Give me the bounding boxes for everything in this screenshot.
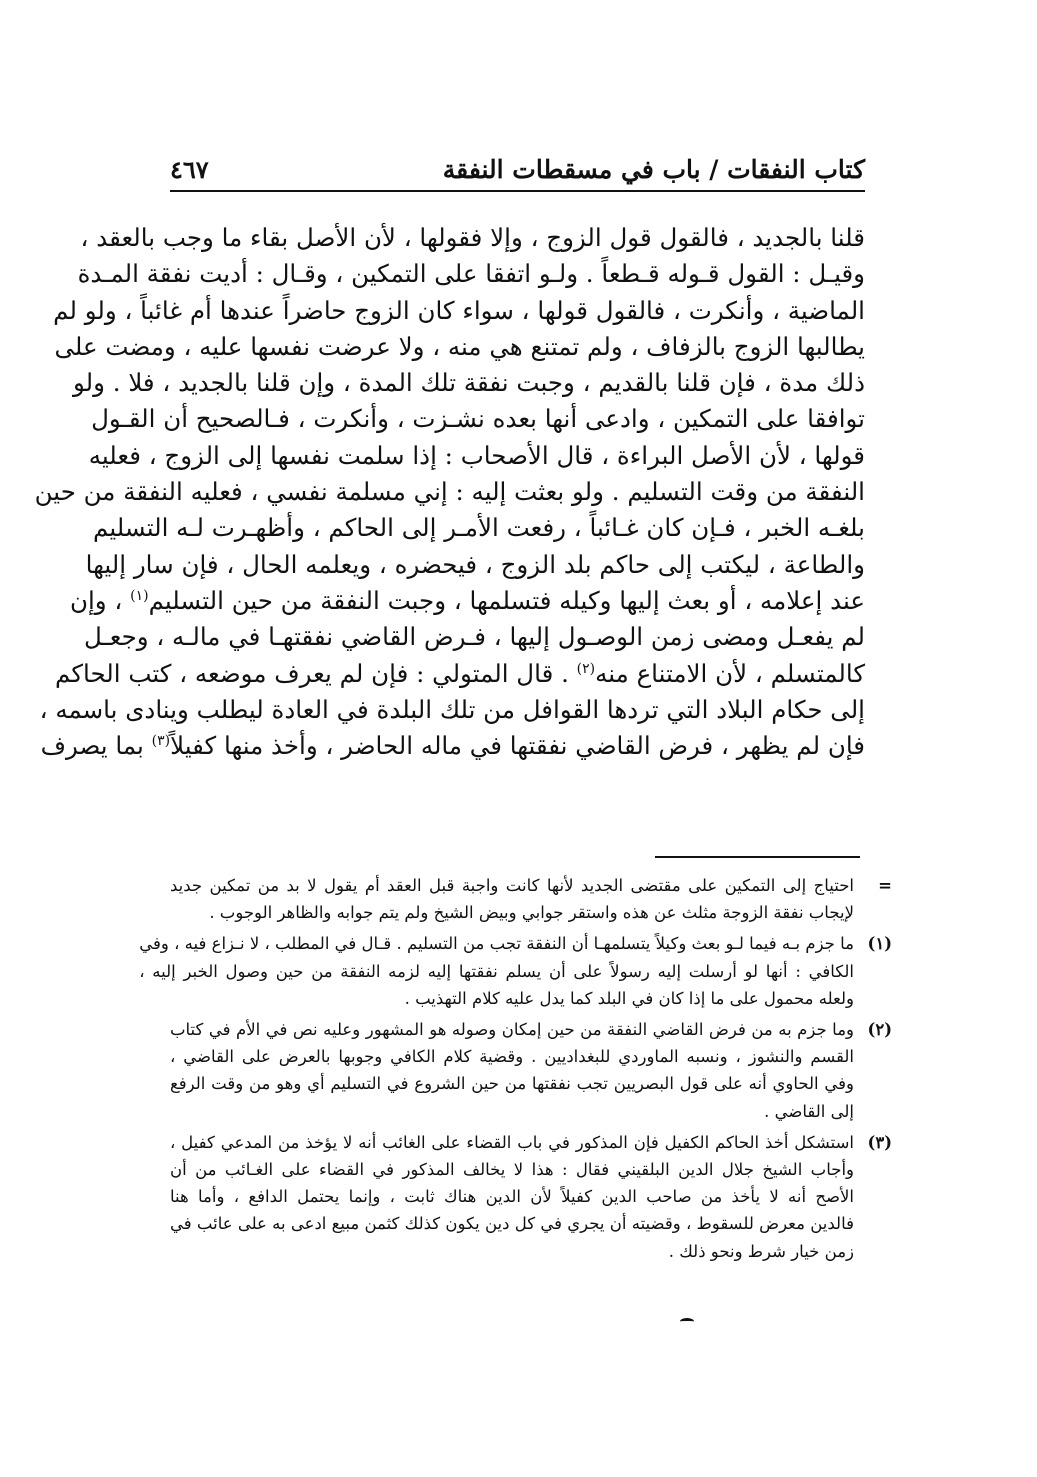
footnote-continuation — [170, 872, 892, 926]
main-text — [34, 220, 865, 764]
footnote-marker: (١) — [867, 934, 892, 954]
footnote-line: القسم والنشوز ، ونسبه الماوردي للبغداديين . وقضية كلام الكافي وجوبها بالعرض على القاضي ، — [170, 1047, 854, 1067]
main-line: وقيـل : القول قـوله قـطعاً . ولـو اتفقا على التمكين ، وقـال : أديت نفقة المـدة — [77, 259, 865, 289]
footnote-1 — [139, 930, 892, 1012]
main-line-tail: . قال المتولي : فإن لم يعرف موضعه ، كتب الحاكم — [55, 658, 577, 688]
footnote-line: لإيجاب نفقة الزوجة مثلث عن هذه واستقر جوابي وبيض الشيخ ولم يتم جوابه والظاهر الوجوب . — [209, 903, 854, 923]
main-line-with-note-2 — [55, 656, 865, 692]
main-line: والطاعة ، ليكتب إلى حاكم بلد الزوج ، فيحضره ، ويعلمه الحال ، فإن سار إليها — [85, 549, 865, 579]
main-line-with-note-1 — [69, 583, 865, 619]
main-line: قولها ، لأن الأصل البراءة ، قال الأصحاب : إذا سلمت نفسها إلى الزوج ، فعليه — [88, 440, 865, 470]
footnote-line: ولعله محمول على ما إذا كان في البلد كما يدل عليه كلام التهذيب . — [404, 988, 854, 1008]
main-line-text: عند إعلامه ، أو بعث إليها وكيله فتسلمها ، وجبت النفقة من حين التسليم — [148, 585, 865, 615]
main-line: قلنا بالجديد ، فالقول قول الزوج ، وإلا فقولها ، لأن الأصل بقاء ما وجب بالعقد ، — [80, 223, 865, 252]
main-line: إلى حكام البلاد التي تردها القوافل من تلك البلدة في العادة ليطلب وينادى باسمه ، — [39, 694, 865, 724]
footnote-line: احتياج إلى التمكين على مقتضى الجديد لأنها كانت واجبة قبل العقد أم يقول لا بد من تمكين جديد — [170, 876, 854, 895]
footnote-2 — [170, 1016, 892, 1125]
chapter-title: كتاب النفقات / باب في مسقطات النفقة — [442, 155, 865, 184]
footnote-ref-3[interactable]: (٣) — [151, 733, 171, 749]
main-line-tail: ، وإن — [69, 585, 131, 615]
running-header — [170, 150, 865, 192]
main-line: النفقة من وقت التسليم . ولو بعثت إليه : إني مسلمة نفسي ، فعليه النفقة من حين — [34, 477, 865, 507]
footnote-line: وأجاب الشيخ جلال الدين البلقيني فقال : هذا لا يخالف المذكور في القضاء على الغـائب من أن — [170, 1160, 854, 1180]
footnote-line: إلى القاضي . — [764, 1101, 854, 1121]
main-line: لم يفعـل ومضى زمن الوصـول إليها ، فـرض القاضي نفقتهـا في مالـه ، وجعـل — [84, 622, 865, 652]
footnote-marker: (٢) — [867, 1020, 892, 1040]
footnote-3 — [170, 1129, 892, 1265]
footnote-separator — [655, 856, 860, 858]
footnote-marker: = — [878, 876, 892, 895]
footnote-line: زمن خيار شرط ونحو ذلك . — [668, 1241, 854, 1261]
footnote-line: وما جزم به من فرض القاضي النفقة من حين إمكان وصوله هو المشهور وعليه نص في الأم في كتاب — [170, 1020, 854, 1040]
main-line: بلغـه الخبر ، فـإن كان غـائباً ، رفعت الأمـر إلى الحاكم ، وأظهـرت لـه التسليم — [93, 513, 865, 543]
page-number: ٤٦٧ — [170, 155, 209, 184]
main-line: يطالبها الزوج بالزفاف ، ولم تمتنع هي منه ، ولا عرضت نفسها عليه ، ومضت على — [54, 331, 865, 361]
footnote-line: استشكل أخذ الحاكم الكفيل فإن المذكور في باب القضاء على الغائب أنه لا يؤخذ من المدعي كفيل ، — [170, 1132, 854, 1152]
footnote-ref-2[interactable]: (٢) — [576, 660, 596, 677]
footnote-marker: (٣) — [867, 1132, 892, 1152]
footnote-ref-1[interactable]: (١) — [130, 587, 149, 604]
ink-mark — [680, 1318, 694, 1325]
main-line: توافقا على التمكين ، وادعى أنها بعده نشـزت ، وأنكرت ، فـالصحيح أن القـول — [91, 404, 865, 434]
main-line: الماضية ، وأنكرت ، فالقول قولها ، سواء كان الزوج حاضراً عندها أم غائباً ، ولو لم — [53, 295, 865, 325]
footnote-line: ما جزم بـه فيما لـو بعث وكيلاً يتسلمهـا أن النفقة تجب من التسليم . قـال في المطلب ، لا نـزاع فيه ، وفي — [139, 934, 854, 954]
main-line-tail: بما يصرف — [40, 731, 152, 761]
footnote-line: الكافي : أنها لو أرسلت إليه رسولاً على أن يسلم نفقتها إليه لزمه النفقة من حين وصول الخبر إليه ، — [139, 961, 854, 981]
main-line-with-note-3 — [40, 728, 865, 764]
main-line-text: كالمتسلم ، لأن الامتناع منه — [595, 658, 865, 688]
footnote-line: الأصح أنه لا يأخذ من صاحب الدين كفيلاً لأن الدين هناك ثابت ، وإنما يحتمل الدافع ، وأما هنا — [170, 1187, 854, 1207]
footnotes — [139, 872, 892, 1269]
main-line-text: فإن لم يظهر ، فرض القاضي نفقتها في ماله الحاضر ، وأخذ منها كفيلاً — [170, 731, 865, 761]
footnote-line: فالدين معرض للسقوط ، وقضيته أن يجري في كل دين يكون كذلك كثمن مبيع ادعى به على عائب في — [170, 1214, 854, 1234]
main-line: ذلك مدة ، فإن قلنا بالقديم ، وجبت نفقة تلك المدة ، وإن قلنا بالجديد ، فلا . ولو — [73, 368, 865, 398]
footnote-line: وفي الحاوي أنه على قول البصريين تجب نفقتها من حين الشروع في التسليم أي وهو من وقت الرفع — [170, 1074, 854, 1094]
